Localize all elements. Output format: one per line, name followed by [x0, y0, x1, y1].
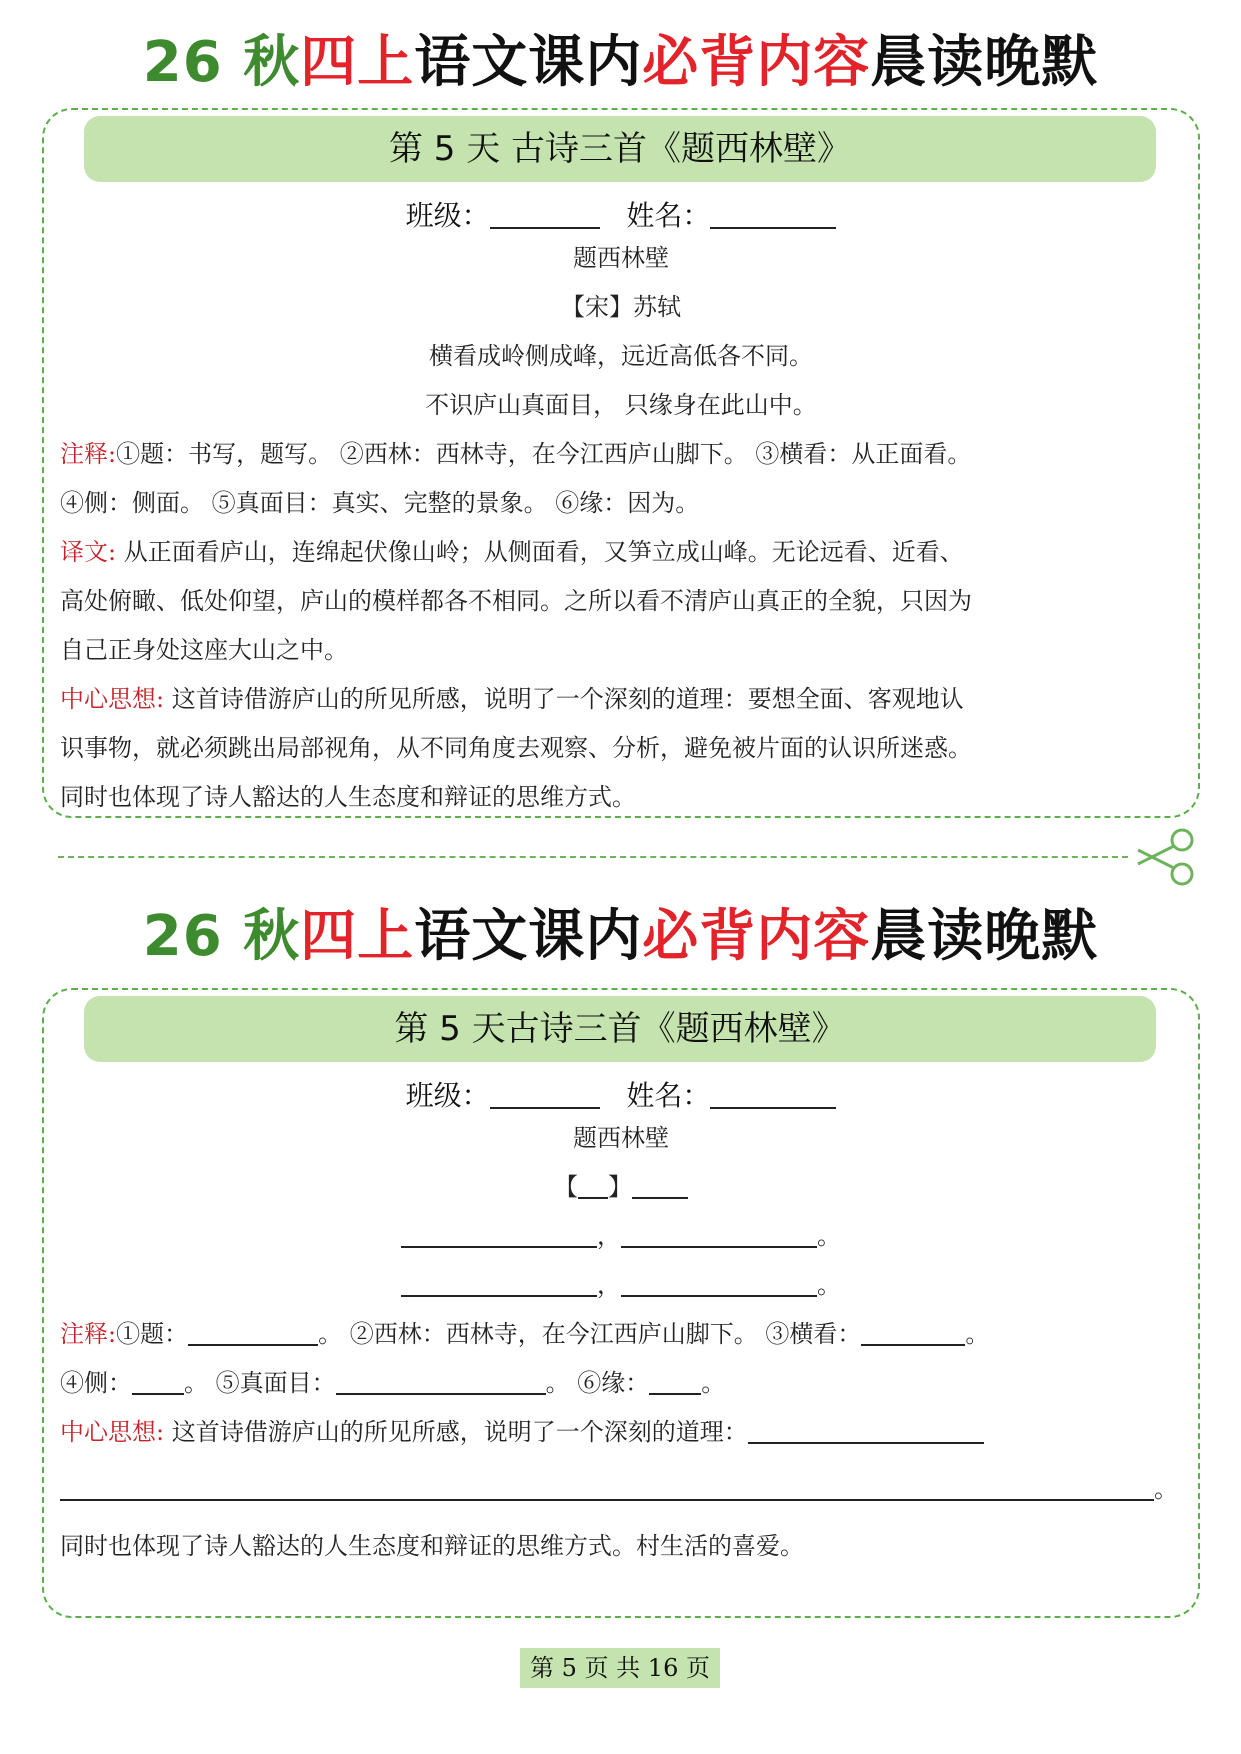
translation-block	[60, 528, 1184, 675]
banner-part-2: 四上	[300, 30, 415, 95]
section-header: 第 5 天古诗三首《题西林壁》	[84, 996, 1156, 1062]
bracket-open: 【	[554, 1173, 578, 1201]
verse-blank[interactable]	[401, 1216, 597, 1248]
name-label: 姓名：	[626, 1079, 711, 1112]
banner-part-3: 语文课内	[414, 904, 643, 969]
class-label: 班级：	[405, 199, 490, 232]
note-blank[interactable]	[861, 1314, 965, 1346]
banner-part-5: 晨读晚默	[870, 30, 1099, 95]
theme-blank[interactable]	[748, 1412, 984, 1444]
banner-part-1: 26 秋	[142, 30, 301, 95]
verse-blank[interactable]	[621, 1216, 817, 1248]
notes-block	[60, 430, 1184, 528]
banner-title	[0, 28, 1241, 98]
poem-title: 题西林壁	[573, 244, 669, 272]
theme-line-1: 中心思想: 这首诗借游庐山的所见所感，说明了一个深刻的道理：要想全面、客观地认	[60, 685, 964, 713]
note-blank[interactable]	[188, 1314, 318, 1346]
theme-label: 中心思想:	[60, 1418, 165, 1446]
translation-line-1: 译文: 从正面看庐山，连绵起伏像山岭；从侧面看，又笋立成山峰。无论远看、近看、	[60, 538, 964, 566]
poem-title: 题西林壁	[573, 1124, 669, 1152]
notes-line-1: 注释:①题：书写，题写。 ②西林：西林寺，在今江西庐山脚下。 ③横看：从正面看。	[60, 440, 972, 468]
verse-blank-2: ， 。	[44, 1261, 1198, 1310]
author-blank[interactable]	[632, 1167, 688, 1199]
translation-line-3: 自己正身处这座大山之中。	[60, 636, 348, 664]
name-label: 姓名：	[626, 199, 711, 232]
banner-part-3: 语文课内	[414, 30, 643, 95]
theme-blank-long[interactable]	[60, 1469, 1154, 1501]
poem-verse-1: 横看成岭侧成峰，远近高低各不同。	[429, 342, 813, 370]
dynasty-blank[interactable]	[578, 1167, 608, 1199]
class-label: 班级：	[405, 1079, 490, 1112]
section-header: 第 5 天 古诗三首《题西林壁》	[84, 116, 1156, 182]
page-number: 第 5 页 共 16 页	[520, 1648, 720, 1688]
notes-line-1: 注释:①题： 。 ②西林：西林寺，在今江西庐山脚下。 ③横看： 。	[60, 1310, 1184, 1359]
class-blank[interactable]	[490, 1077, 600, 1109]
theme-block	[60, 675, 1184, 822]
banner-part-2: 四上	[300, 904, 415, 969]
notes-block	[60, 1310, 1184, 1408]
name-blank[interactable]	[710, 197, 836, 229]
notes-label: 注释:	[60, 440, 117, 468]
notes-label: 注释:	[60, 1320, 117, 1348]
theme-line-2: 。	[60, 1465, 1184, 1514]
notes-line-2: ④侧： 。 ⑤真面目： 。 ⑥缘： 。	[60, 1359, 1184, 1408]
author-blank-line	[44, 1163, 1198, 1212]
name-blank[interactable]	[710, 1077, 836, 1109]
banner-part-4: 必背内容	[642, 904, 871, 969]
theme-line-3: 同时也体现了诗人豁达的人生态度和辩证的思维方式。	[60, 783, 636, 811]
bracket-close: 】	[608, 1173, 632, 1201]
note-blank[interactable]	[132, 1363, 184, 1395]
theme-line-3: 同时也体现了诗人豁达的人生态度和辩证的思维方式。村生活的喜爱。	[60, 1532, 804, 1560]
translation-label: 译文:	[60, 538, 117, 566]
theme-line-1: 中心思想: 这首诗借游庐山的所见所感，说明了一个深刻的道理：	[60, 1408, 1184, 1457]
banner-part-1: 26 秋	[142, 904, 301, 969]
class-blank[interactable]	[490, 197, 600, 229]
cut-line	[58, 856, 1128, 858]
reading-card	[42, 108, 1200, 818]
verse-blank[interactable]	[401, 1265, 597, 1297]
verse-blank[interactable]	[621, 1265, 817, 1297]
verse-blank-1: ， 。	[44, 1212, 1198, 1261]
banner-part-5: 晨读晚默	[870, 904, 1099, 969]
banner-title-2	[0, 902, 1241, 972]
theme-block	[60, 1408, 1184, 1571]
poem-verse-2: 不识庐山真面目， 只缘身在此山中。	[425, 391, 817, 419]
theme-label: 中心思想:	[60, 685, 165, 713]
theme-line-2: 识事物，就必须跳出局部视角，从不同角度去观察、分析，避免被片面的认识所迷惑。	[60, 734, 972, 762]
notes-line-2: ④侧：侧面。 ⑤真面目：真实、完整的景象。 ⑥缘：因为。	[60, 489, 700, 517]
poem-author: 【宋】苏轼	[561, 293, 681, 321]
note-blank[interactable]	[649, 1363, 701, 1395]
student-info	[44, 1074, 1198, 1118]
student-info	[44, 194, 1198, 238]
dictation-card	[42, 988, 1200, 1618]
translation-line-2: 高处俯瞰、低处仰望，庐山的模样都各不相同。之所以看不清庐山真正的全貌，只因为	[60, 587, 972, 615]
note-blank[interactable]	[336, 1363, 546, 1395]
scissors-icon	[1132, 824, 1198, 890]
banner-part-4: 必背内容	[642, 30, 871, 95]
